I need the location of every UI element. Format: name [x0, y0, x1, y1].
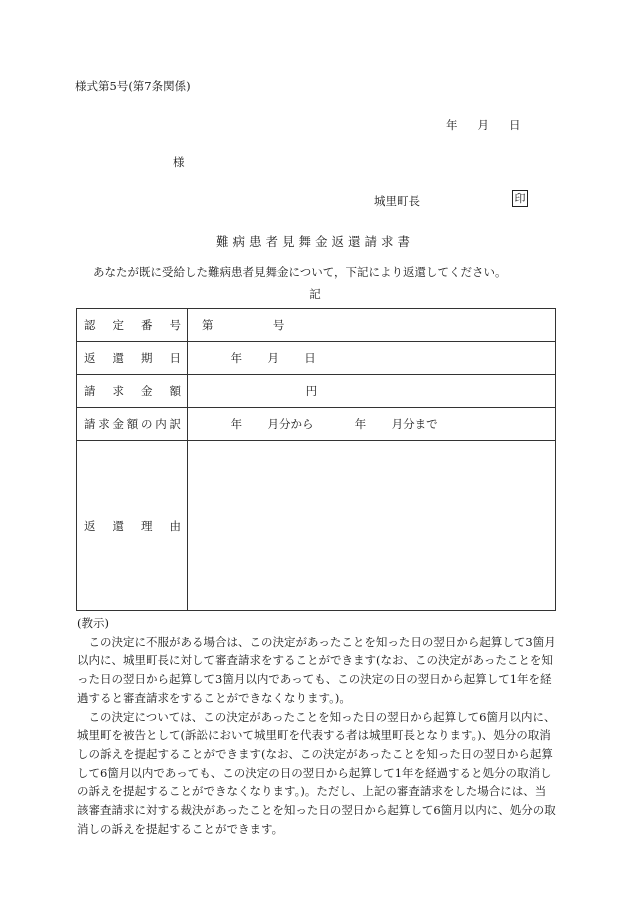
notice-section [77, 614, 557, 838]
date-line [446, 117, 521, 133]
document-title: 難病患者見舞金返還請求書 [215, 234, 414, 249]
label-char: 内 [155, 417, 167, 431]
seal-mark: 印 [512, 190, 528, 207]
label-char: 定 [112, 318, 124, 332]
label-char: 求 [112, 384, 124, 398]
table-row [77, 375, 556, 408]
label-char: 返 [84, 518, 96, 533]
return-reason-label [77, 441, 188, 611]
label-char: 期 [141, 351, 153, 365]
number-suffix: 号 [272, 318, 285, 332]
table-row [77, 309, 556, 342]
detail-table [76, 308, 556, 611]
certification-number-field[interactable] [188, 309, 556, 342]
label-char: 還 [112, 351, 124, 365]
date-month-label: 月 [477, 118, 489, 132]
issuer-name: 城里町長 [374, 194, 420, 208]
claim-breakdown-label [77, 408, 188, 441]
from-year: 年 [230, 417, 243, 431]
from-month: 月分から [267, 417, 314, 431]
notice-paragraph: この決定については、この決定があったことを知った日の翌日から起算して6箇月以内に、城里町を被告として(訴訟において城里町を代表する者は城里町長となります。)、処分の取消しの訴えを提起することができます(なお、この決定があったことを知った日の翌日から起算して6箇月以内であっても、この決定の日の翌日から起算して1年を経過すると処分の取消しの訴えを提起することができなくなります。)。ただし、上記の審査請求をした場合には、当該審査請求に対する裁決があったことを知った日の翌日から起算して6箇月以内に、処分の取消しの訴えを提起することができます。 [77, 709, 556, 836]
date-day-label: 日 [509, 118, 521, 132]
ki-heading: 記 [309, 287, 321, 301]
claim-amount-label [77, 375, 188, 408]
label-char: 号 [169, 318, 181, 332]
notice-heading: (教示) [77, 616, 109, 630]
return-deadline-field[interactable] [188, 342, 556, 375]
number-prefix: 第 [202, 318, 214, 332]
return-reason-field[interactable] [188, 441, 556, 611]
label-char: 番 [141, 318, 153, 332]
label-char: 返 [84, 351, 96, 365]
lead-text: あなたが既に受給した難病患者見舞金について，下記により返還してください。 [93, 265, 507, 279]
label-char: 理 [141, 518, 153, 533]
deadline-day: 日 [304, 351, 316, 365]
claim-amount-field[interactable] [188, 375, 556, 408]
label-char: 訳 [169, 417, 181, 431]
notice-paragraph: この決定に不服がある場合は、この決定があったことを知った日の翌日から起算して3箇月以内に、城里町長に対して審査請求をすることができます(なお、この決定があったことを知った日の翌日から起算して3箇月以内であっても、この決定の日の翌日から起算して1年を経過すると審査請求をすることができなくなります。)。 [77, 634, 556, 705]
label-char: 日 [169, 351, 181, 365]
table-row [77, 408, 556, 441]
certification-number-label [77, 309, 188, 342]
date-year-label: 年 [446, 118, 458, 132]
amount-unit: 円 [305, 384, 318, 398]
label-char: 額 [169, 384, 181, 398]
label-char: 由 [169, 518, 181, 533]
to-year: 年 [354, 417, 367, 431]
label-char: 金 [112, 417, 124, 431]
label-char: 請 [84, 417, 96, 431]
return-deadline-label [77, 342, 188, 375]
label-char: 金 [141, 384, 153, 398]
label-char: の [141, 417, 153, 431]
claim-breakdown-field[interactable] [188, 408, 556, 441]
table-row [77, 441, 556, 611]
to-month: 月分まで [391, 417, 438, 431]
table-row [77, 342, 556, 375]
form-code: 様式第5号(第7条関係) [75, 79, 191, 93]
label-char: 請 [84, 384, 96, 398]
label-char: 額 [126, 417, 139, 431]
addressee-suffix: 様 [173, 155, 185, 169]
label-char: 還 [112, 518, 124, 533]
deadline-month: 月 [267, 351, 279, 365]
deadline-year: 年 [230, 351, 243, 365]
label-char: 求 [98, 417, 110, 431]
label-char: 認 [84, 318, 96, 332]
